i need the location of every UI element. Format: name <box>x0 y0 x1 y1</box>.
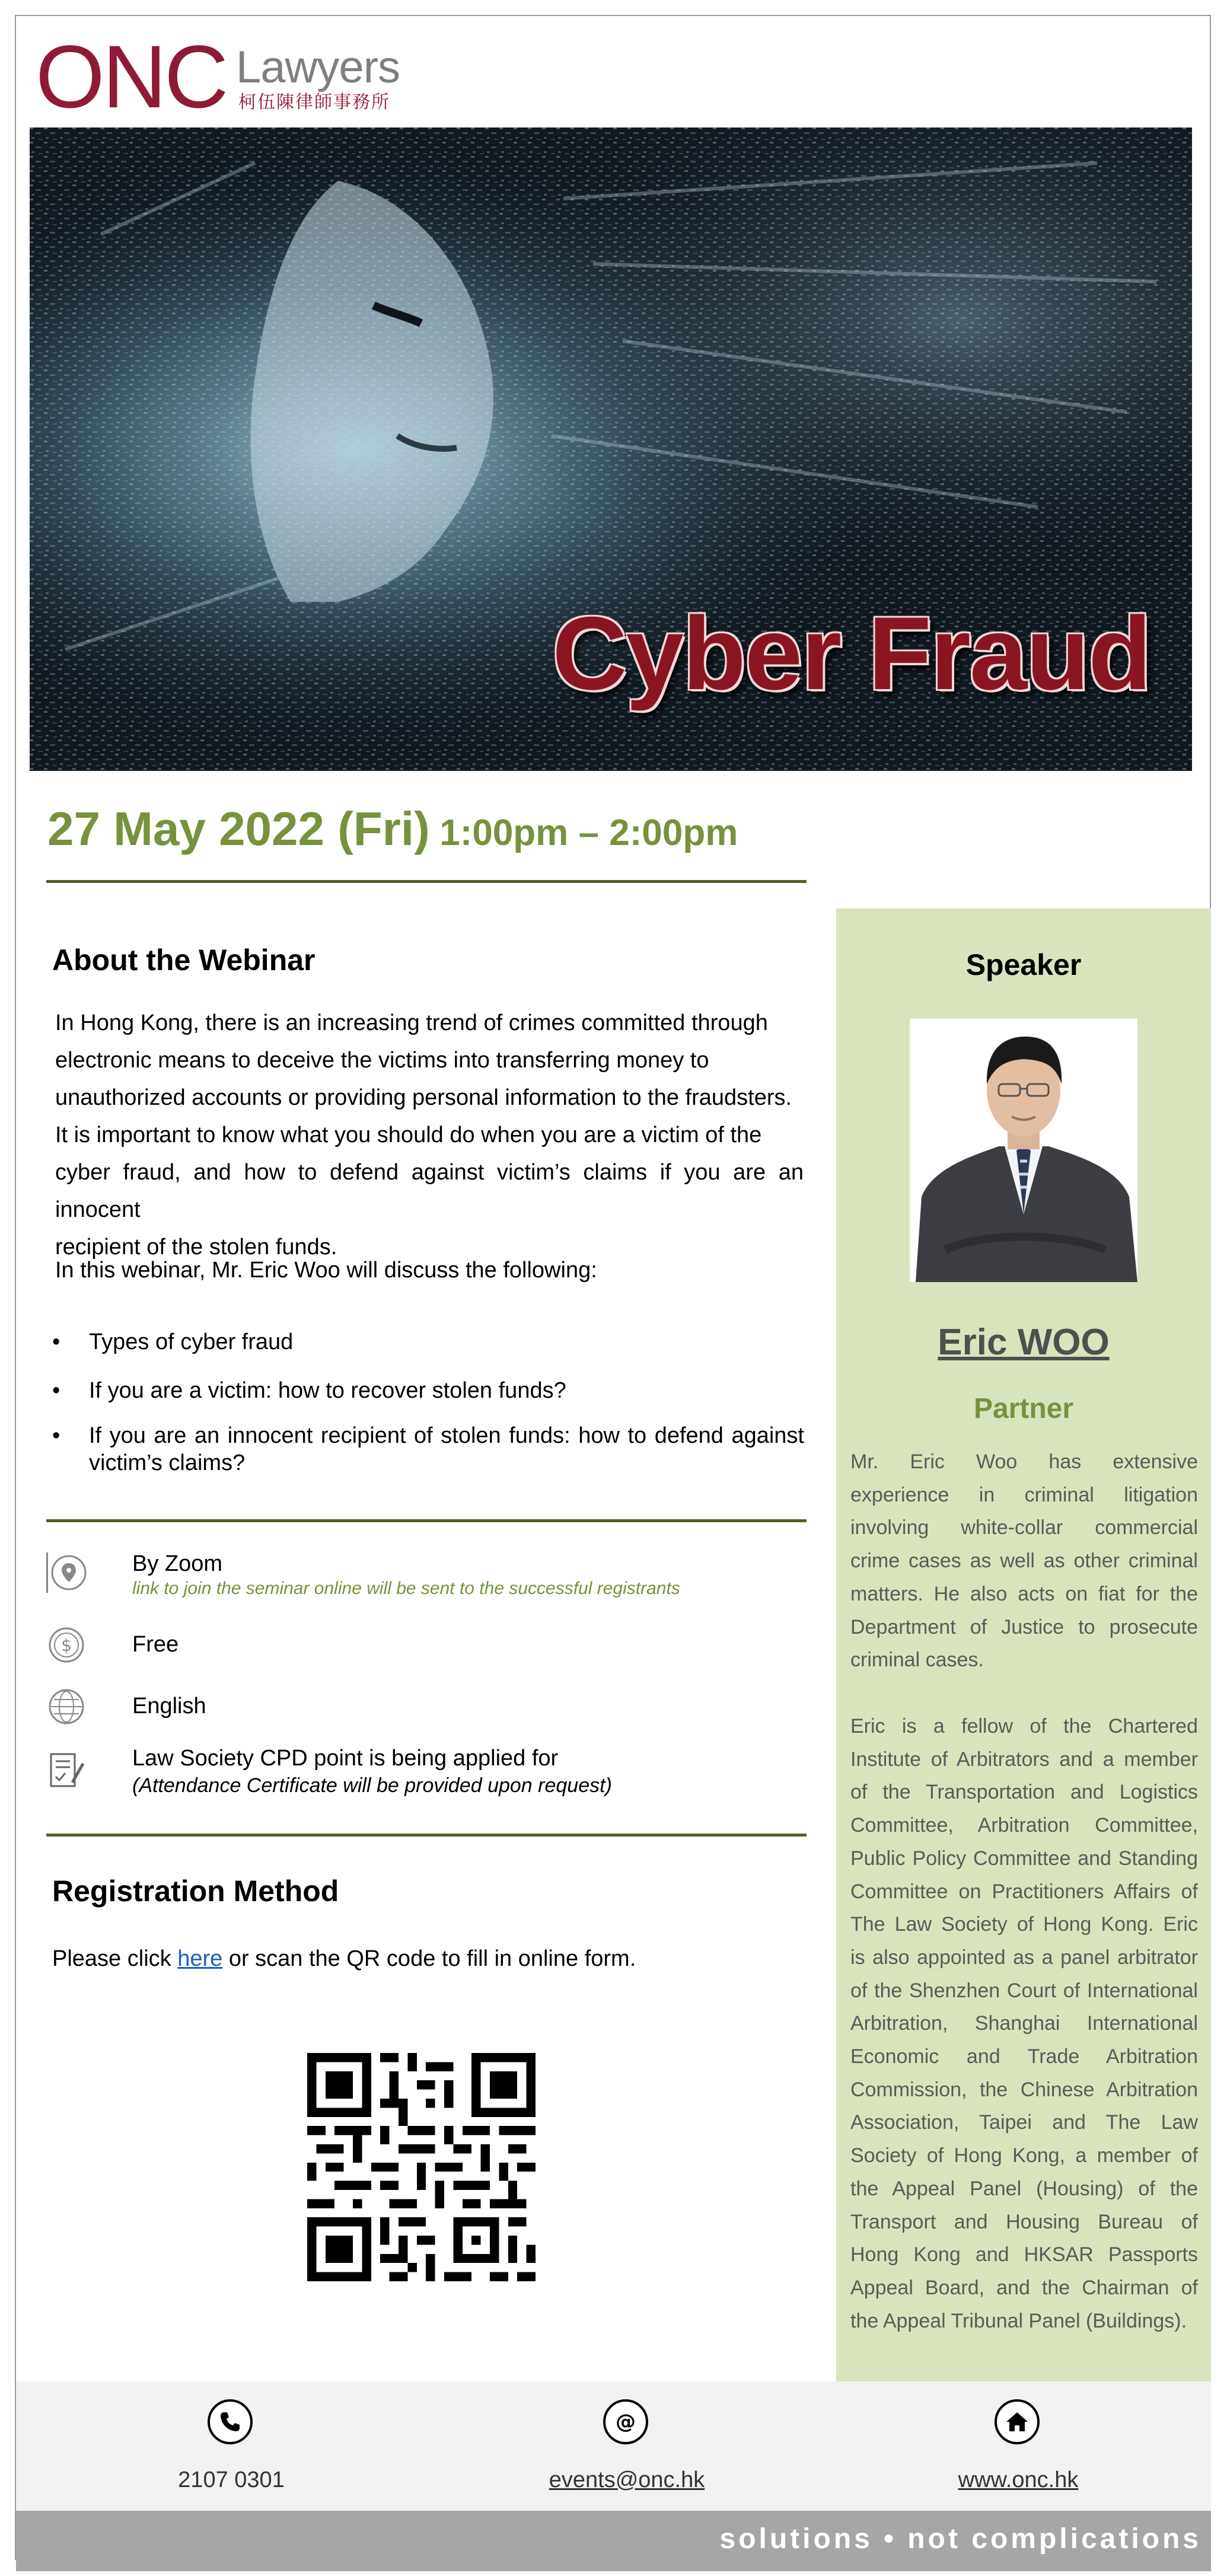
event-date-time <box>47 802 738 856</box>
banner-title: Cyber Fraud <box>552 596 1150 712</box>
registration-text-before: Please click <box>52 1946 178 1971</box>
bio-line: Hong Kong and HKSAR Passports <box>850 2243 1198 2266</box>
speaker-role: Partner <box>973 1393 1074 1424</box>
event-time: 1:00pm – 2:00pm <box>439 812 738 853</box>
fee-row <box>46 1622 807 1670</box>
cpd-text: Law Society CPD point is being applied for <box>132 1746 559 1771</box>
about-line: It is important to know what you should do when you are a victim of the <box>55 1123 762 1147</box>
bullet-text: If you are an innocent recipient of stolen funds: how to defend against victim’s claims? <box>89 1423 804 1475</box>
bio-line: the Appeal Panel (Housing) of the <box>850 2177 1198 2200</box>
bio-line: is also appointed as a panel arbitrator <box>850 1946 1198 1969</box>
registration-heading: Registration Method <box>52 1874 339 1908</box>
website-link[interactable]: www.onc.hk <box>958 2467 1079 2492</box>
svg-text:@: @ <box>616 2410 636 2434</box>
bio-line: Department of Justice to prosecute <box>850 1615 1198 1638</box>
bio-line: experience in criminal litigation <box>850 1483 1198 1506</box>
cyber-fraud-banner <box>30 127 1192 771</box>
at-sign-icon <box>603 2399 648 2444</box>
bio-line: involving white-collar commercial <box>850 1516 1198 1539</box>
speaker-name[interactable]: Eric WOO <box>938 1322 1110 1363</box>
list-item <box>52 1422 804 1477</box>
speaker-photo <box>910 1019 1137 1282</box>
svg-text:$: $ <box>61 1635 72 1655</box>
about-paragraph-1 <box>55 1005 804 1266</box>
bio-line: Association, Taipei and The Law <box>850 2111 1198 2134</box>
registration-text-after: or scan the QR code to fill in online form. <box>222 1946 636 1971</box>
bio-line: Public Policy Committee and Standing <box>850 1847 1198 1870</box>
location-icon <box>46 1552 87 1593</box>
bio-line: Committee, Arbitration Committee, <box>850 1814 1198 1837</box>
fee-text: Free <box>132 1632 179 1657</box>
speaker-heading: Speaker <box>965 948 1082 981</box>
speaker-portrait <box>910 1019 1137 1282</box>
contact-email[interactable] <box>449 2381 805 2511</box>
tagline: solutions • not complications <box>719 2523 1201 2555</box>
bio-line: of the Shenzhen Court of International <box>850 1979 1198 2002</box>
bio-line: Appeal Board, and the Chairman of <box>850 2276 1198 2299</box>
bio-line: the Appeal Tribunal Panel (Buildings). <box>850 2309 1187 2332</box>
venue-text: By Zoom <box>132 1551 223 1576</box>
cpd-note: (Attendance Certificate will be provided upon request) <box>132 1774 612 1797</box>
tagline-bar <box>16 2511 1211 2571</box>
bullet-text: Types of cyber fraud <box>89 1330 294 1354</box>
bullet-icon: • <box>52 1423 60 1448</box>
certificate-icon <box>46 1751 87 1791</box>
about-line: recipient of the stolen funds. <box>55 1235 337 1260</box>
about-line: cyber fraud, and how to defend against victim’s claims if you are an innocent <box>55 1160 804 1222</box>
registration-link[interactable]: here <box>177 1946 223 1971</box>
speaker-bio-2 <box>850 1710 1198 2338</box>
bio-line: Institute of Arbitrators and a member <box>850 1748 1198 1771</box>
bio-line: of the Transportation and Logistics <box>850 1781 1198 1804</box>
divider-top <box>46 880 807 883</box>
divider-middle <box>46 1519 807 1522</box>
bio-line: matters. He also acts on fiat for the <box>850 1582 1198 1605</box>
about-line: electronic means to deceive the victims into transferring money to <box>55 1048 709 1073</box>
about-heading: About the Webinar <box>52 943 315 977</box>
bio-line: Mr. Eric Woo has extensive <box>850 1450 1198 1473</box>
list-item <box>52 1377 805 1404</box>
bio-line: Economic and Trade Arbitration <box>850 2045 1198 2068</box>
language-row <box>46 1684 807 1732</box>
contact-phone[interactable] <box>53 2381 409 2511</box>
about-line: unauthorized accounts or providing personal information to the fraudsters. <box>55 1085 792 1110</box>
about-paragraph-2: In this webinar, Mr. Eric Woo will discuss the following: <box>55 1258 597 1283</box>
contact-footer <box>16 2381 1211 2511</box>
bio-line: crime cases as well as other criminal <box>850 1550 1198 1573</box>
bullet-text: If you are a victim: how to recover stolen funds? <box>89 1378 566 1403</box>
bio-line: criminal cases. <box>850 1649 984 1672</box>
event-date: 27 May 2022 (Fri) <box>47 802 430 855</box>
registration-qr-code[interactable] <box>307 2053 536 2281</box>
speaker-bio-1 <box>850 1446 1198 1677</box>
venue-row <box>46 1548 807 1601</box>
bio-line: Eric is a fellow of the Chartered <box>850 1715 1198 1737</box>
bio-line: Committee on Practitioners Affairs of <box>850 1880 1198 1903</box>
language-text: English <box>132 1694 206 1719</box>
bio-line: Commission, the Chinese Arbitration <box>850 2078 1198 2101</box>
globe-icon <box>46 1686 87 1727</box>
about-line: In Hong Kong, there is an increasing trend of crimes committed through <box>55 1010 768 1035</box>
contact-website[interactable] <box>840 2381 1196 2511</box>
bio-line: Society of Hong Kong, a member of <box>850 2144 1198 2167</box>
bio-line: The Law Society of Hong Kong. Eric <box>850 1913 1198 1936</box>
home-icon <box>995 2399 1040 2444</box>
bio-line: Transport and Housing Bureau of <box>850 2210 1198 2233</box>
onc-logo <box>36 27 403 126</box>
logo-word: Lawyers <box>236 42 400 93</box>
phone-number: 2107 0301 <box>178 2467 285 2492</box>
cpd-row <box>46 1743 807 1803</box>
divider-bottom <box>46 1834 807 1837</box>
bullet-icon: • <box>52 1378 60 1403</box>
email-link[interactable]: events@onc.hk <box>549 2467 705 2492</box>
venue-note: link to join the seminar online will be sent to the successful registrants <box>132 1579 680 1598</box>
registration-text <box>52 1946 636 1972</box>
logo-chinese-name: 柯伍陳律師事務所 <box>238 93 390 112</box>
phone-icon <box>208 2399 253 2444</box>
bio-line: Arbitration, Shanghai International <box>850 2012 1198 2035</box>
list-item <box>52 1328 805 1356</box>
logo-brand: ONC <box>36 27 227 126</box>
bullet-icon: • <box>52 1330 60 1354</box>
dollar-icon <box>46 1625 87 1665</box>
